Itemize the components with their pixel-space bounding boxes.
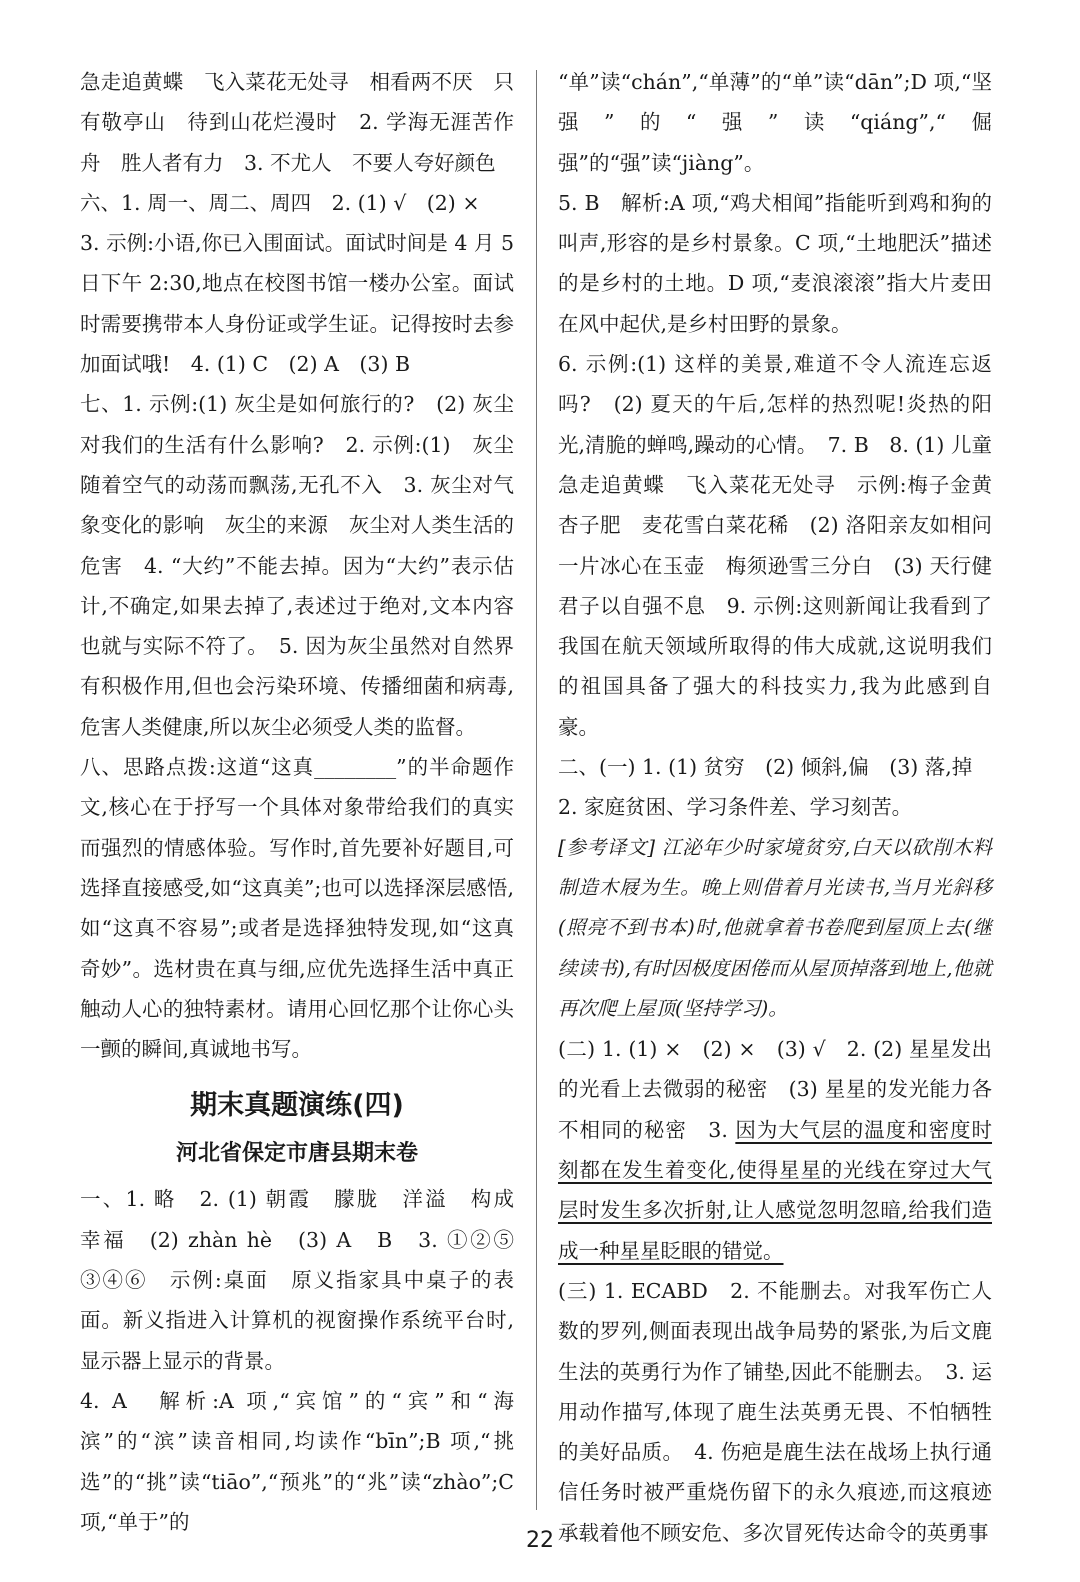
answer-text: (二) 1. (1) × (2) × (3) √ 2. (2) 星星发出的光看上去微弱的秘密 (3) 星星的发光能力各不相同的秘密 3. [558, 1037, 992, 1142]
underlined-answer: 因为大气层的温度和密度时刻都在发生着变化,使得星星的光线在穿过大气层时发生多次折射,让人感觉忽明忽暗,给我们造成一种星星眨眼的错觉。 [558, 1117, 993, 1263]
answer-paragraph: “单”读“chán”,“单薄”的“单”读“dān”;D 项,“坚强”的“强”读“qiáng”,“倔强”的“强”读“jiàng”。 [558, 70, 992, 175]
answer-paragraph: 七、1. 示例:(1) 灰尘是如何旅行的? (2) 灰尘对我们的生活有什么影响? 2. 示例:(1) 灰尘随着空气的动荡而飘荡,无孔不入 3. 灰尘对气象变化的影响 灰尘的来源 灰尘对人类生活的危害 4. “大约”不能去掉。因为“大约”表示估计,不确定,如果去掉了,表述过于绝对,文本内容也就与实际不符了。 5. 因为灰尘虽然对自然界有积极作用,但也会污染环境、传播细菌和病毒,危害人类健康,所以灰尘必须受人类的监督。 [80, 392, 514, 739]
answer-paragraph: 二、(一) 1. (1) 贫穷 (2) 倾斜,偏 (3) 落,掉 [558, 755, 973, 780]
answer-paragraph: 4. A 解析:A 项,“宾馆”的“宾”和“海滨”的“滨”读音相同,均读作“bīn”;B 项,“挑选”的“挑”读“tiāo”,“预兆”的“兆”读“zhào”;C 项,“单于”的 [80, 1388, 514, 1534]
answer-paragraph: 一、1. 略 2. (1) 朝霞 朦胧 洋溢 构成 幸福 (2) zhàn hè (3) A B 3. ①②⑤ ③④⑥ 示例:桌面 原义指家具中桌子的表面。新义指进入计算机的视窗操作系统平台时,显示器上显示的背景。 [80, 1187, 535, 1373]
right-column [558, 62, 1013, 1553]
answer-paragraph: 六、1. 周一、周二、周四 2. (1) √ (2) × [80, 190, 480, 215]
page-number: 22 [526, 1528, 554, 1553]
answer-paragraph: 急走追黄蝶 飞入菜花无处寻 相看两不厌 只有敬亭山 待到山花烂漫时 2. 学海无涯苦作舟 胜人者有力 3. 不尤人 不要人夸好颜色 [80, 70, 514, 175]
answer-paragraph: 3. 示例:小语,你已入围面试。面试时间是 4 月 5 日下午 2:30,地点在校图书馆一楼办公室。面试时需要携带本人身份证或学生证。记得按时去参加面试哦! 4. (1) C (2) A (3) B [80, 231, 514, 377]
answer-paragraph: 八、思路点拨:这道“这真________”的半命题作文,核心在于抒写一个具体对象带给我们的真实而强烈的情感体验。写作时,首先要补好题目,可选择直接感受,如“这真美”;也可以选择深层感悟,如“这真不容易”;或者是选择独特发现,如“这真奇妙”。选材贵在真与细,应优先选择生活中真正触动人心的独特素材。请用心回忆那个让你心头一颤的瞬间,真诚地书写。 [80, 755, 514, 1062]
answer-paragraph: 6. 示例:(1) 这样的美景,难道不令人流连忘返吗? (2) 夏天的午后,怎样的热烈呢!炎热的阳光,清脆的蝉鸣,躁动的心情。 7. B 8. (1) 儿童急走追黄蝶 飞入菜花无处寻 示例:梅子金黄杏子肥 麦花雪白菜花稀 (2) 洛阳亲友如相问 一片冰心在玉壶 梅须逊雪三分白 (3) 天行健 君子以自强不息 9. 示例:这则新闻让我看到了我国在航天领域所取得的伟大成就,这说明我们的祖国具备了强大的科技实力,我为此感到自豪。 [558, 352, 1013, 739]
answer-paragraph [558, 1029, 992, 1271]
answer-paragraph: 5. B 解析:A 项,“鸡犬相闻”指能听到鸡和狗的叫声,形容的是乡村景象。C 项,“土地肥沃”描述的是乡村的土地。D 项,“麦浪滚滚”指大片麦田在风中起伏,是乡村田野的景象。 [558, 190, 992, 336]
answer-paragraph: 2. 家庭贫困、学习条件差、学习刻苦。 [558, 795, 913, 820]
section-title: 期末真题演练(四) [190, 1090, 404, 1122]
left-column [80, 62, 535, 1542]
answer-paragraph: (三) 1. ECABD 2. 不能删去。对我军伤亡人数的罗列,侧面表现出战争局势的紧张,为后文鹿生法的英勇行为作了铺垫,因此不能删去。 3. 运用动作描写,体现了鹿生法英勇无畏、不怕牺牲的美好品质。 4. 伤疤是鹿生法在战场上执行通信任务时被严重烧伤留下的永久痕迹,而这痕迹承载着他不顾安危、多次冒死传达命令的英勇事 [558, 1278, 992, 1545]
reference-translation: [参考译文] 江泌年少时家境贫穷,白天以砍削木料制造木屐为生。晚上则借着月光读书,当月光斜移(照亮不到书本)时,他就拿着书卷爬到屋顶上去(继续读书),有时因极度困倦而从屋顶掉落到地上,他就再次爬上屋顶(坚持学习)。 [558, 835, 992, 1020]
section-subtitle: 河北省保定市唐县期末卷 [175, 1141, 418, 1167]
column-divider [536, 70, 537, 1510]
